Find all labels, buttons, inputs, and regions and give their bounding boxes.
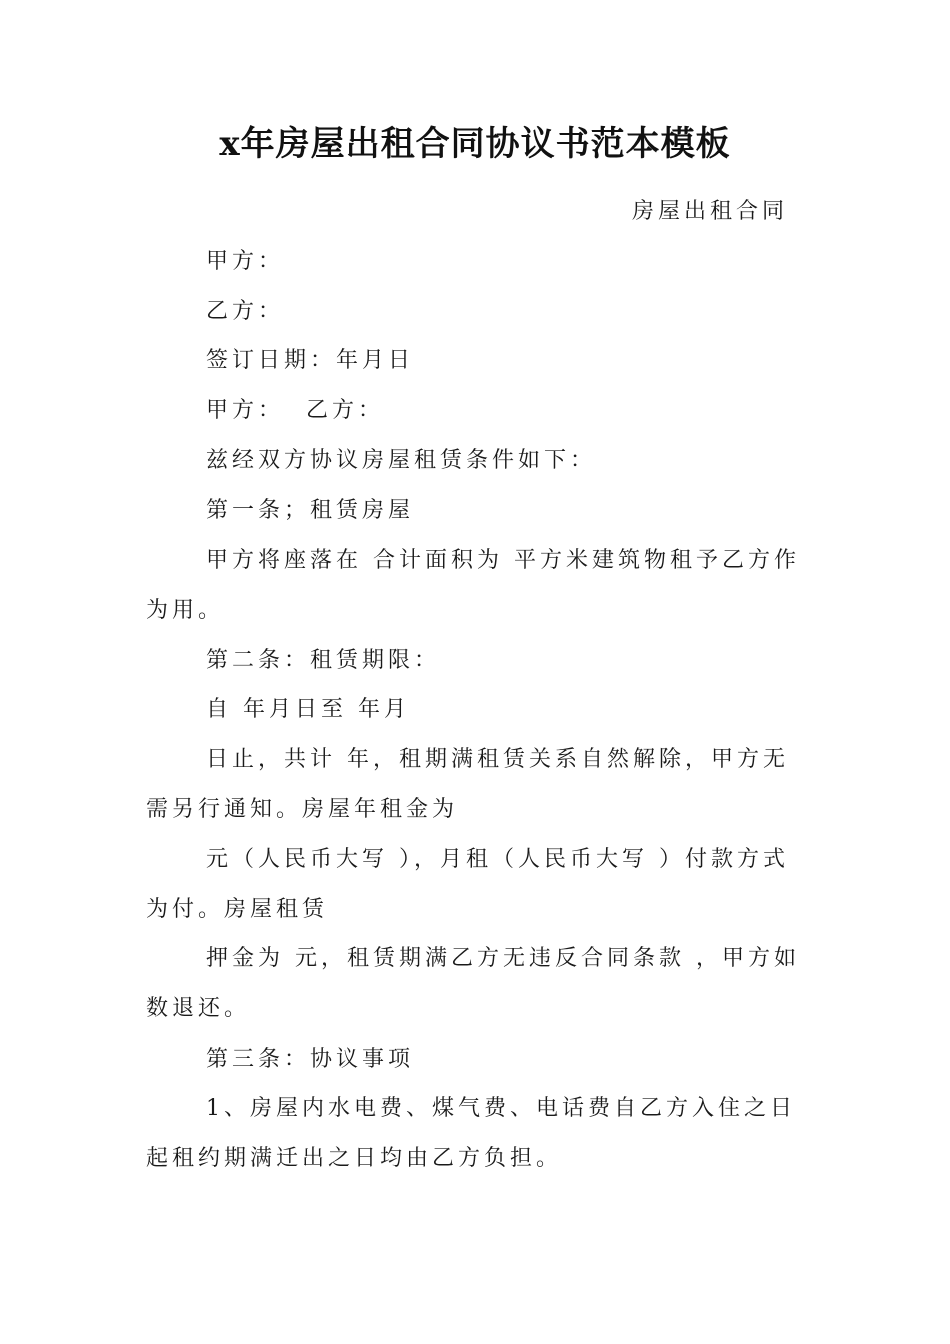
parties-line: 甲方： 乙方： <box>206 398 384 423</box>
deposit-paragraph: 押金为 元，租赁期满乙方无违反合同条款 ，甲方如数退还。 <box>146 946 800 1021</box>
article-2-heading: 第二条：租赁期限： <box>206 648 441 673</box>
article-3-heading: 第三条：协议事项 <box>206 1047 415 1072</box>
sign-date-line: 签订日期：年月日 <box>206 348 415 373</box>
document-title: x年房屋出租合同协议书范本模板 <box>219 124 731 164</box>
intro-line: 兹经双方协议房屋租赁条件如下： <box>206 448 597 473</box>
party-b-line: 乙方： <box>206 299 285 324</box>
rent-paragraph: 元（人民币大写 ），月租（人民币大写 ）付款方式为付。房屋租赁 <box>146 847 789 922</box>
lease-term-paragraph: 日止，共计 年，租期满租赁关系自然解除，甲方无需另行通知。房屋年租金为 <box>146 747 789 822</box>
article-1-heading: 第一条；租赁房屋 <box>206 498 415 523</box>
contract-subtitle: 房屋出租合同 <box>632 199 789 224</box>
lease-period-line: 自 年月日至 年月 <box>206 697 410 722</box>
article-1-paragraph: 甲方将座落在 合计面积为 平方米建筑物租予乙方作为用。 <box>146 548 800 623</box>
party-a-line: 甲方： <box>206 249 285 274</box>
utilities-paragraph: 1、房屋内水电费、煤气费、电话费自乙方入住之日起租约期满迁出之日均由乙方负担。 <box>146 1096 796 1171</box>
